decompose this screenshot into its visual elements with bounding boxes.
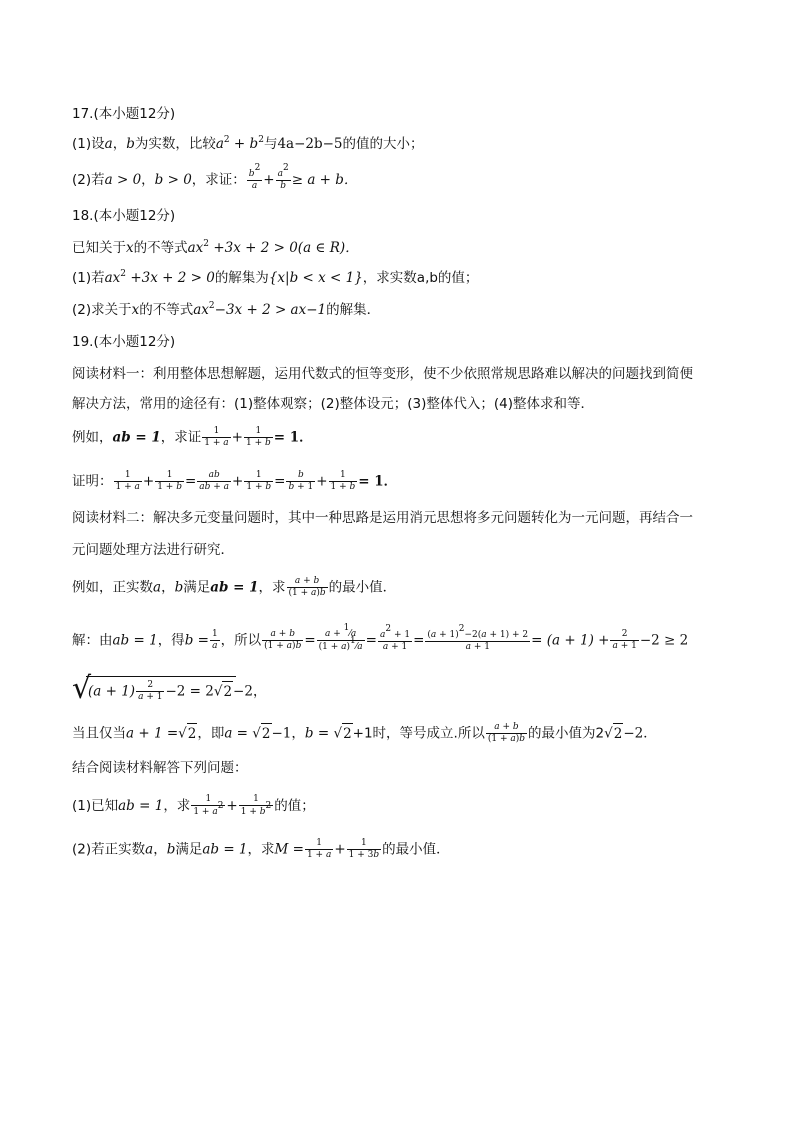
q19-eq-post: 的最小值为2 (528, 725, 605, 742)
q19-a2-M: M = (274, 841, 304, 858)
q17-p1-pre: (1)设 (72, 136, 105, 152)
frac-1-over-1pa: $\frac{1}{1 + a}$ (204, 426, 229, 448)
q18-p1-expr: +3x + 2 > 0 (126, 270, 215, 286)
q17-p2-c2: b > 0 (154, 172, 192, 188)
frac-eq: $\frac{a + b}{(1 + a)b}$ (487, 722, 526, 744)
q18-part2: (2)求关于x的不等式$ax^2-3x + 2 > ax-1$的解集． (72, 301, 381, 318)
q19-combine-text: 结合阅读材料解答下列问题： (72, 760, 248, 776)
q17-p2-rhs: ≥ a + b． (291, 172, 358, 188)
q19-answer1: (1)已知ab = 1，求 $\frac{1}{1 + a^2}$ + $\frac{1}{1 + b^2}$ 的值； (72, 794, 315, 817)
q18-p1-pre: (1)若 (72, 270, 105, 286)
frac-apb-over-1pa-b: $\frac{a + b}{(1 + a)b}$ (288, 576, 326, 598)
q17-p1-post: 的值的大小； (342, 136, 424, 152)
q18-p2-expr: −3x + 2 > ax−1 (214, 302, 327, 318)
q19-a2-mid2: 满足 (175, 841, 203, 858)
q19-a1-post: 的值； (274, 798, 315, 814)
q19-m1-line2: 解决方法，常用的途径有：(1)整体观察；(2)整体设元；(3)整体代入；(4)整体求和等． (72, 396, 594, 412)
q19-proof-pre: 证明： (72, 473, 113, 490)
frac-p5: $\frac{b}{b + 1}$ (288, 470, 314, 492)
q19-sqrt-tail2: −2， (233, 683, 267, 700)
radical-sign: √ (72, 671, 92, 706)
q19-ex2-cond: ab = 1 (210, 579, 259, 596)
q19-m1-line1: 阅读材料一：利用整体思想解题，运用代数式的恒等变形，使不少依照常规思路难以解决的问题找到简便 (72, 366, 693, 382)
q18-p2-mid: 的不等式 (139, 302, 194, 318)
frac-2-over-ap1: $\frac{2}{a + 1}$ (612, 629, 637, 651)
q19-m2-line1: 阅读材料二：解决多元变量问题时，其中一种思路是运用消元思想将多元问题转化为一元问题，再结合一 (72, 510, 693, 526)
q19-ex2-post: 的最小值． (328, 579, 397, 596)
q19-sol-mid1: ，得 (157, 632, 185, 649)
frac-p4: $\frac{1}{1 + b}$ (246, 470, 272, 492)
q19-material1-line1 (72, 364, 693, 384)
frac-p2: $\frac{1}{1 + b}$ (157, 470, 182, 492)
q19-eq-c3: b = (304, 725, 330, 742)
q19-a1-cond: ab = 1 (118, 798, 164, 814)
q19-answer2: (2)若正实数a，b满足ab = 1，求M = $\frac{1}{1 + a}$ + $\frac{1}{1 + 3b}$ 的最小值． (72, 838, 450, 860)
q17-p1-mid2: 为实数，比较 (134, 136, 216, 152)
q17-p2-pre: (2)若 (72, 172, 105, 188)
q18-intro-pre: 已知关于 (72, 240, 126, 256)
q19-eq-mid1: ，即 (197, 725, 225, 742)
q18-p1-post: ，求实数a,b的值； (362, 270, 479, 286)
q18-intro-mid: 的不等式 (133, 240, 188, 256)
q19-ex1-pre: 例如， (72, 429, 113, 446)
q19-ex1-post: = 1． (273, 429, 313, 446)
q19-ex2-mid2: 满足 (183, 579, 211, 596)
q19-eq-c1: a + 1 = (126, 725, 179, 742)
q19-eq-c2: a = (224, 725, 248, 742)
q19-sol-cond: ab = 1 (112, 632, 158, 649)
q19-ex1-mid: ，求证 (160, 429, 202, 446)
q19-a2-pre: (2)若正实数 (72, 841, 146, 858)
q18-title-text: 18.(本小题12分) (72, 208, 176, 224)
q19-eq-c2-tail: −1， (271, 725, 305, 742)
q19-sol-pre: 解：由 (72, 632, 113, 649)
q17-title (72, 104, 175, 124)
q19-ex2-mid3: ，求 (258, 579, 286, 596)
frac-b2-over-a: $\frac{b^2}{a}$ (248, 163, 261, 191)
q19-a2-mid1: ， (153, 841, 167, 858)
q19-a2-cond: ab = 1 (202, 841, 248, 858)
q19-equality: 当且仅当a + 1 =√2，即a = √2−1，b = √2+1时，等号成立.所以 $\frac{a + b}{(1 + a)b}$ 的最小值为2√2−2． (72, 722, 657, 744)
frac-s2: $\frac{a + ^1⁄a}{(1 + a)^1⁄a}$ (318, 623, 363, 652)
q19-ex1-cond: ab = 1 (112, 429, 161, 446)
q19-sol-mid2: ，所以 (220, 632, 262, 649)
q19-proof: 证明： $\frac{1}{1 + a}$ + $\frac{1}{1 + b}$ = $\frac{ab}{ab + a}$ + $\frac{1}{1 + b}$ = $\frac{b}{b + 1}$ + $\frac{1}{1 + b}$ = 1． (72, 470, 398, 492)
frac-p1: $\frac{1}{1 + a}$ (115, 470, 140, 492)
q18-intro: 已知关于x的不等式$ax^2 +3x + 2 > 0(a$ ∈ R)． (72, 239, 359, 256)
q19-ex2-mid1: ， (161, 579, 175, 596)
q19-proof-post: = 1． (358, 473, 398, 490)
frac-1-over-1p3b: $\frac{1}{1 + 3b}$ (348, 838, 380, 860)
q17-p2-sep: ， (141, 172, 155, 188)
q17-p1-expr2: 4a−2b−5 (277, 136, 343, 152)
q17-part2: (2)若a > 0，b > 0，求证： $\frac{b^2}{a}$ + $\frac{a^2}{b}$ ≥ a + b． (72, 163, 358, 191)
q19-sol-tail2: −2 ≥ 2 (639, 632, 689, 649)
q19-sqrt-tail: −2 = 2 (165, 683, 214, 700)
q19-title-text: 19.(本小题12分) (72, 334, 176, 350)
frac-1-over-1pa2: $\frac{1}{1 + a^2}$ (193, 794, 224, 817)
q19-example2: 例如，正实数a，b满足ab = 1，求 $\frac{a + b}{(1 + a)b}$ 的最小值． (72, 576, 397, 598)
q19-material2-line2 (72, 540, 234, 560)
q19-a1-pre: (1)已知 (72, 798, 119, 814)
frac-1-over-1pb2: $\frac{1}{1 + b^2}$ (240, 794, 272, 817)
q18-p1-mid: 的解集为 (214, 270, 269, 286)
q19-ex2-pre: 例如，正实数 (72, 579, 153, 596)
q19-sqrt-inner: (a + 1) (88, 683, 136, 700)
q19-a1-mid: ，求 (163, 798, 191, 814)
q19-sol-b: b = (184, 632, 209, 649)
q19-title (72, 332, 175, 352)
q19-sol-tail: = (a + 1) + (531, 632, 610, 649)
q19-solution: 解：由ab = 1，得b = $\frac{1}{a}$ ，所以 $\frac{a + b}{(1 + a)b}$ = $\frac{a + ^1⁄a}{(1 + a)^1⁄a}$ = $\frac{a^2 + 1}{a + 1}$ = $\frac{(a + 1)^2-2(a + 1) + 2}{a + 1}$ = (a + 1) + $\frac{2}{a + 1}$ −2 ≥ 2 (72, 623, 689, 652)
q19-eq-pre: 当且仅当 (72, 725, 126, 742)
radical-bar (86, 676, 236, 677)
q19-sqrt-line: (a + 1) $\frac{2}{a + 1}$ −2 = 2√2−2， (88, 680, 267, 702)
q18-p2-pre: (2)求关于 (72, 302, 132, 318)
frac-2-over-ap1-b: $\frac{2}{a + 1}$ (138, 680, 163, 702)
frac-a2-over-b: $\frac{a^2}{b}$ (277, 163, 289, 191)
q17-part1: (1)设a，b为实数，比较$a^2 + b^2$与4a−2b−5的值的大小； (72, 135, 424, 152)
q19-eq-c3-tail: +1时，等号成立.所以 (352, 725, 485, 742)
q18-p2-post: 的解集． (326, 302, 381, 318)
frac-1-over-1pb: $\frac{1}{1 + b}$ (245, 426, 271, 448)
q19-material2-line1 (72, 508, 693, 528)
frac-s1: $\frac{a + b}{(1 + a)b}$ (264, 629, 302, 651)
frac-s3: $\frac{a^2 + 1}{a + 1}$ (379, 623, 411, 652)
frac-1-over-1pa-M: $\frac{1}{1 + a}$ (306, 838, 332, 860)
q19-a2-post: 的最小值． (382, 841, 450, 858)
q18-p1-set: {x|b < x < 1} (268, 270, 363, 286)
frac-s4: $\frac{(a + 1)^2-2(a + 1) + 2}{a + 1}$ (427, 623, 529, 652)
q17-p1-mid3: 与 (263, 136, 278, 152)
q19-m2-line2: 元问题处理方法进行研究． (72, 542, 234, 558)
q18-intro-expr: +3x + 2 > 0(a ∈ R)． (209, 240, 359, 256)
q17-title-text: 17.(本小题12分) (72, 106, 176, 122)
q17-p1-mid1: ， (112, 136, 127, 152)
q19-example1: 例如，ab = 1，求证 $\frac{1}{1 + a}$ + $\frac{1}{1 + b}$ = 1． (72, 426, 313, 448)
q17-p2-mid: ，求证： (191, 172, 246, 188)
q19-combine (72, 758, 248, 778)
q18-title (72, 206, 175, 226)
q19-a2-mid3: ，求 (247, 841, 275, 858)
q19-material1-line2 (72, 394, 594, 414)
frac-p3: $\frac{ab}{ab + a}$ (199, 470, 230, 492)
q18-part1: (1)若$ax^2 +3x + 2 > 0$的解集为{x|b < x < 1}，求实数a,b的值； (72, 269, 479, 286)
frac-1-over-a: $\frac{1}{a}$ (211, 629, 218, 651)
frac-p6: $\frac{1}{1 + b}$ (330, 470, 356, 492)
q17-p2-c1: a > 0 (104, 172, 142, 188)
q19-eq-post2: −2． (623, 725, 657, 742)
